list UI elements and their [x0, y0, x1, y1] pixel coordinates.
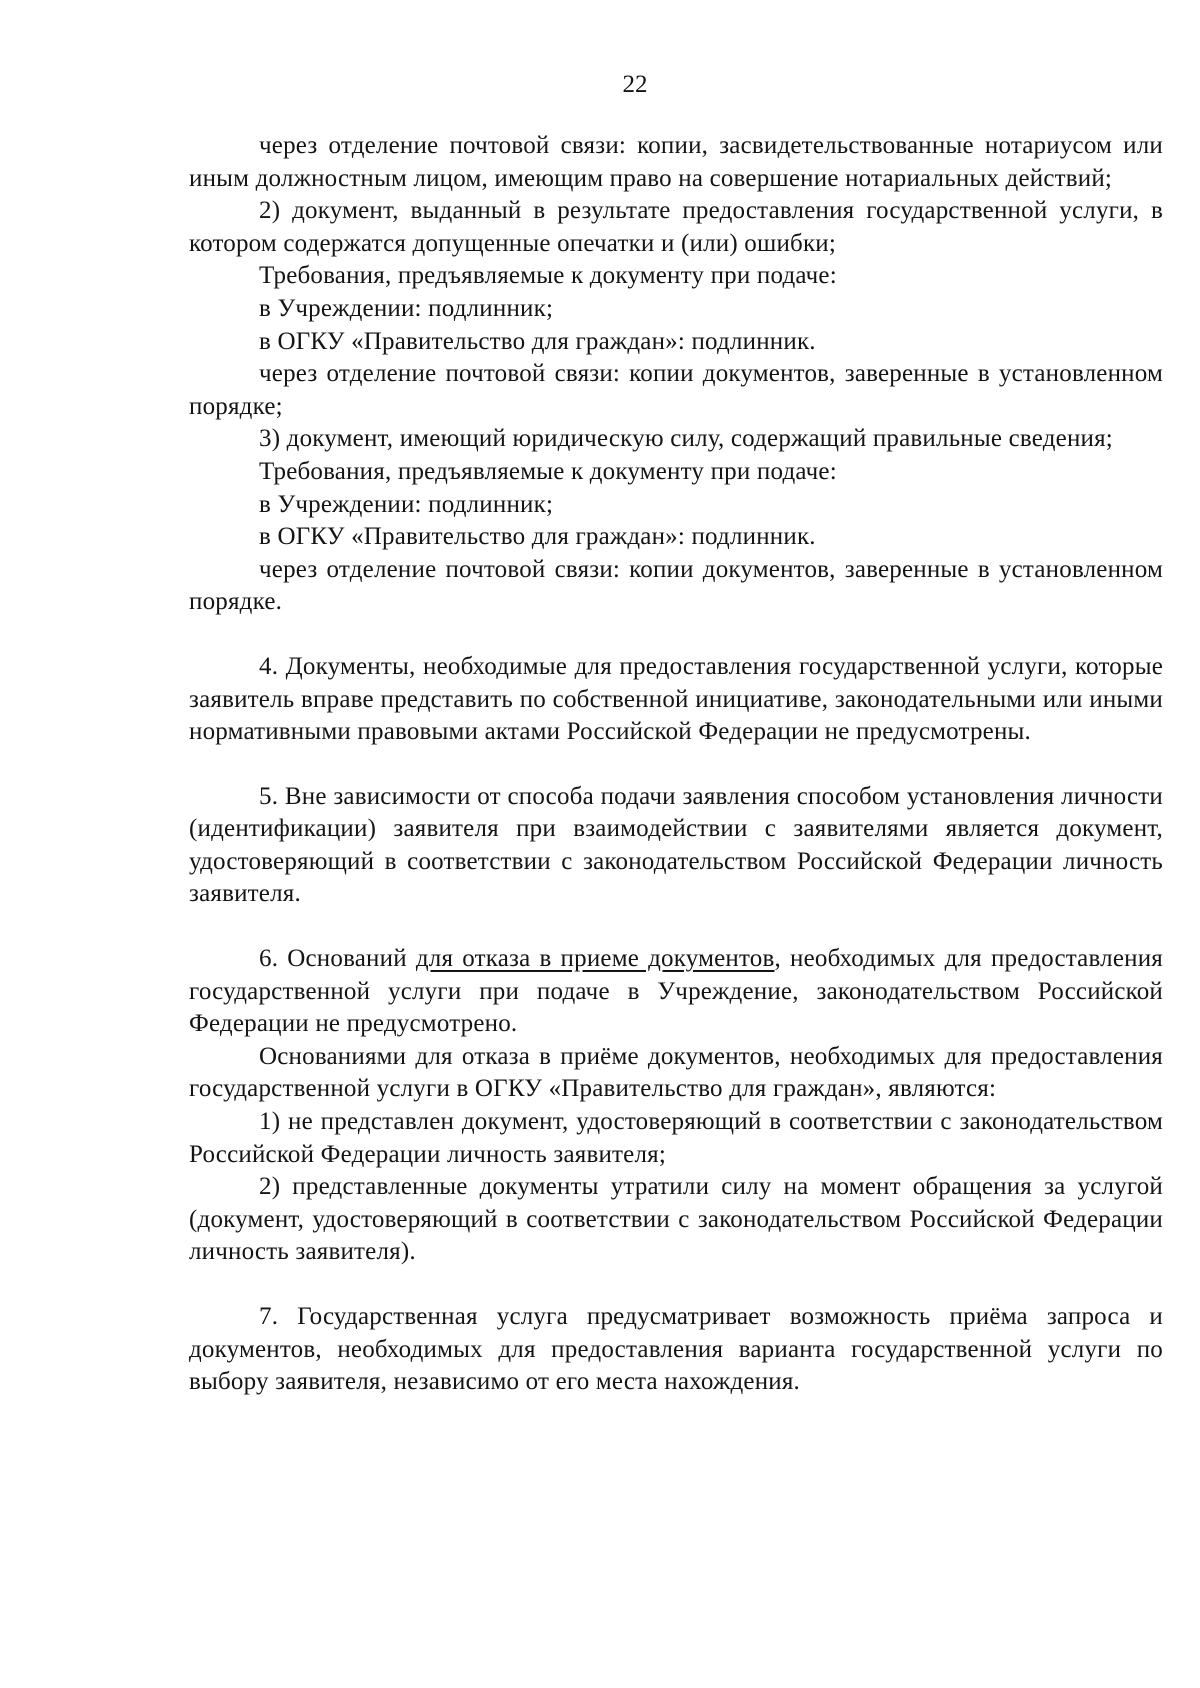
section-6-text-start: 6. Оснований	[259, 945, 416, 973]
paragraph-section-7: 7. Государственная услуга предусматривает возможность приёма запроса и документов, необходимых для предоставления варианта государственной услуги по выбору заявителя, независимо от его места нахождения.	[189, 1303, 1163, 1396]
paragraph-refusal-ground-1: 1) не представлен документ, удостоверяющий в соответствии с законодательством Российской Федерации личность заявителя;	[189, 1108, 1163, 1168]
paragraph-postal-certified-copies: через отделение почтовой связи: копии документов, заверенные в установленном порядке;	[189, 360, 1163, 420]
section-6-underlined-phrase: для отказа в приеме документов	[415, 945, 775, 973]
paragraph-requirements-heading: Требования, предъявляемые к документу при подаче:	[259, 262, 837, 290]
paragraph-item-3-valid-document: 3) документ, имеющий юридическую силу, содержащий правильные сведения;	[259, 425, 1113, 453]
paragraph-section-6	[189, 943, 1163, 1041]
document-body	[189, 130, 1163, 1399]
paragraph-requirements-heading-2: Требования, предъявляемые к документу при подаче:	[259, 457, 837, 485]
paragraph-institution-original-2: в Учреждении: подлинник;	[259, 490, 554, 518]
paragraph-refusal-ground-2: 2) представленные документы утратили силу на момент обращения за услугой (документ, удостоверяющий в соответствии с законодательством Российской Федерации личность заявителя).	[189, 1173, 1163, 1266]
page-number: 22	[622, 71, 648, 98]
paragraph-section-5: 5. Вне зависимости от способа подачи заявления способом установления личности (идентификации) заявителя при взаимодействии с заявителями является документ, удостоверяющий в соответствии с законодательством Российской Федерации личность заявителя.	[189, 782, 1163, 908]
paragraph-institution-original: в Учреждении: подлинник;	[259, 294, 554, 322]
paragraph-item-2-document-with-errors: 2) документ, выданный в результате предоставления государственной услуги, в котором содержатся допущенные опечатки и (или) ошибки;	[189, 197, 1163, 257]
paragraph-refusal-grounds-ogku: Основаниями для отказа в приёме документов, необходимых для предоставления государственной услуги в ОГКУ «Правительство для граждан», являются:	[189, 1042, 1163, 1103]
paragraph-ogku-original: в ОГКУ «Правительство для граждан»: подлинник.	[259, 327, 816, 355]
section-6-text-end: , необходимых для предоставления государственной услуги при подаче в Учреждение, законодательством Российской Федерации не предусмотрено.	[189, 945, 1163, 1038]
paragraph-postal-certified-copies-2: через отделение почтовой связи: копии документов, заверенные в установленном порядке.	[189, 555, 1163, 616]
paragraph-ogku-original-2: в ОГКУ «Правительство для граждан»: подлинник.	[259, 523, 816, 551]
paragraph-postal-copies-notarized: через отделение почтовой связи: копии, засвидетельствованные нотариусом или иным должностным лицом, имеющим право на совершение нотариальных действий;	[189, 132, 1163, 192]
paragraph-section-4: 4. Документы, необходимые для предоставления государственной услуги, которые заявитель вправе представить по собственной инициативе, законодательными или иными нормативными правовыми актами Российской Федерации не предусмотрены.	[189, 652, 1163, 746]
